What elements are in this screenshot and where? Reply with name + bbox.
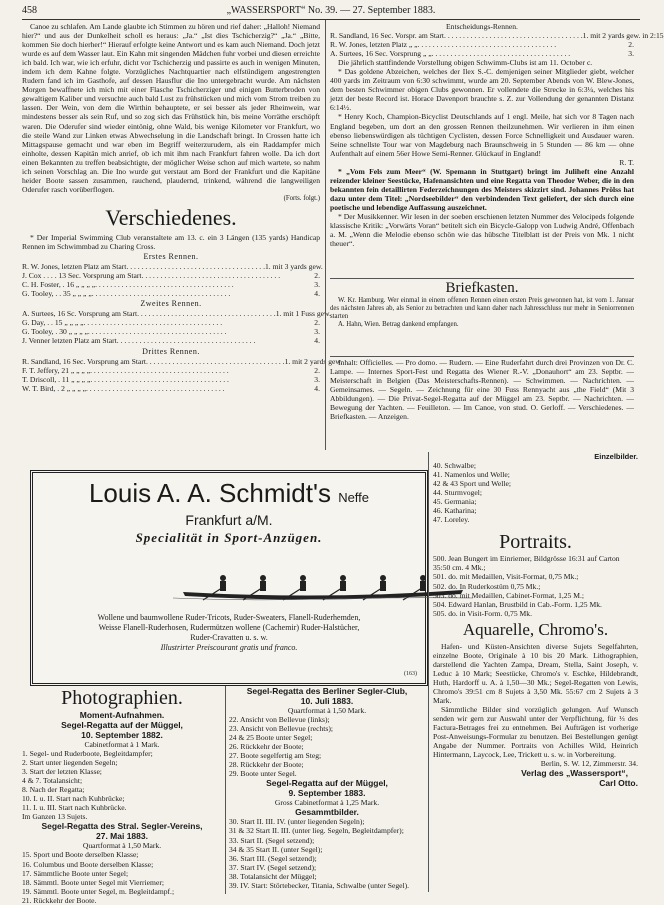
result-name: R. W. Jones, letzten Platz „ „ [330,40,418,50]
mueggel-gesammtbilder: Gesammtbilder. [295,807,359,818]
photo-regatta-1: Segel-Regatta auf der Müggel, [61,720,183,730]
continued-note: (Forts. folgt.) [283,194,320,202]
mueggel-regatta-list [229,817,425,889]
einzelbild-item: 44. Sturmvogel; [433,488,482,498]
portrait-item: 501. do. mit Medaillen, Visit-Format, 0,75 Mk.; [433,572,579,582]
race-result-row [22,375,320,384]
verschiedenes-title: Verschiedenes. [105,204,237,230]
photo-sub: Moment-Aufnahmen. [79,710,165,720]
photo-regatta-2-price: Quartformat à 1,50 Mark. [82,841,162,851]
photo-item: 2. Start unter liegenden Segeln; [22,758,118,768]
portrait-item: 504. Edward Hanlan, Brustbild in Cab.-Form. 1,25 Mk. [433,599,602,609]
feuilleton-text: Canoe zu schlafen. Am Lande glaubte ich Stimmen zu hören und rief daher: „Halloh! Niemand hier?“ und aus der Dunkelheit scholl es heraus: „Ja.“ „Ist dies Tschicherzig?“ „Ja.“ „Bitte, kommen Sie doch hierher!“ Hierauf erfolgte keine Antwort und es kam auch Niemand. Doch jetzt wurde es auf dem Wasser laut. Ein Kahn mit singenden Mädchen fuhr vorbei und diesen erreichte ich bald. Ich war, wie ich erfuhr, dicht vor Tschicherzig und passirte es auch in wenigen Minuten, indem ich dem Kahne folgte. Vorzügliches Nachtquartier nach elfstündigem angestrengten Rudern fand ich im Gasthofe, auf dessen Hausflur die Ino untergebracht wurde. Am nächsten Morgen bewaffnete ich mich mit einer Flasche Tschicherziger und einigen Butterbroden von gewaltigem Kaliber und versuchte auch bald Lust zu frühstücken und mich vom Strom treiben zu lassen. Der Wein, von dem die Wirthin behauptete, er sei besser als jeder Rheinwein, war mindestens besser als sein Ruf, und so zog sich das Frühstück hin, bis meine Vorräthe erschöpft waren. Die Oderufer sind wieder eintönig, ohne Wald, bis wenige Kilometer vor Frankfurt, wo die steile Wand zur Linken etwas Abwechselung in die Landschaft bringt. In Crossen hatte ich Mittagspause gemacht und war eben im Begriff weiterzurudern, als ein Raddampfer mich einholte, dessen Kapitän mich anrief, ob ich mit ihm nach Frankfurt fahren wolle. Da ich dort einen Bekannten zu treffen beabsichtigte, der möglicher Weise schon auf mich wartete, so nahm ich seinen Vorschlag an. Die Ino wurde gut verstaut am Bord der Frankfurt und die Kapitäne heider Boote sassen zusammen, rauchend, plaudernd, trinkend, während die langweiligen Oderufer rasch vorüberflogen. [22,22,320,194]
column-divider [225,686,226,894]
einzelbilder-list [433,461,638,524]
photo-item: 1. Segel- und Ruderboote, Begleitdampfer; [22,749,153,759]
photo-item: 27. Boote segelfertig am Steg; [229,751,322,761]
result-place: 2. [314,318,320,328]
result-place: 3. [314,280,320,290]
dot-leader [88,327,314,336]
result-place: 3. [628,49,634,59]
race-result-row [22,289,320,298]
race-heading: Zweites Rennen. [140,299,202,309]
photo-regatta-1-price: Cabinetformat à 1 Mark. [84,740,160,749]
news-para-1: Die jährlich stattfindende Vorstellung obigen Schwimm-Clubs ist am 11. October c. [338,58,593,68]
decider-result-row [330,31,664,41]
dot-leader [137,309,276,318]
photo-item: 37. Start IV. (Segel setzend); [229,862,317,872]
berlin-regatta-date: 10. Juli 1883. [300,696,354,706]
photo-item: 31 & 32 Start II. III. (unter lieg. Segeln, Begleitdampfer); [229,826,404,836]
result-place: 3. [314,327,320,337]
aquarelle-title: Aquarelle, Chromo's. [462,619,609,639]
result-name: R. Sandland, 16 Sec. Vorspr. am Start [330,31,445,41]
berlin-regatta-list [229,715,425,778]
page-title: „WASSERSPORT“ No. 39. — 27. September 1883. [226,5,436,16]
photo-item: 39. IV. Start: Störtebecker, Titania, Schwalbe (unter Segel). [229,880,410,890]
result-place: 1. mit 2 yards gew. in 2:15 [582,31,664,41]
right-lower-column [433,452,638,896]
inhalt-section [330,358,634,444]
result-name: A. Surtees, 16 Sc. Vorsprung am Start [22,309,138,319]
result-place: 1. mit 1 Fuss gew. [275,309,331,319]
photo-item: 3. Start der letzten Klasse; [22,767,102,777]
result-place: 2. [314,365,320,375]
mueggel-regatta-date: 9. September 1883. [288,788,366,799]
photo-item: 17. Sämmtliche Boote unter Segel; [22,868,129,878]
result-place: 4. [314,383,320,393]
portrait-item: 500. Jean Bungert im Einriemer, Bildgrösse 16:31 auf Carton 35:50 cm. 4 Mk.; [433,554,620,573]
address: Berlin, S. W. 12, Zimmerstr. 34. [540,759,638,769]
column-divider [428,452,429,892]
result-name: G. Tooley, . 30 „ „ „ „ [22,327,88,337]
dot-leader [92,289,315,298]
race-result-row [22,384,320,393]
ad-city: Frankfurt a/M. [185,512,273,528]
portrait-item: 502. do. In Ruderkostüm 0,75 Mk.; [433,581,541,591]
photo-item: 19. Sämmtl. Boote unter Segel, m. Begleitdampf.; [22,886,175,896]
race-result-row [22,280,320,289]
result-place: 1. mit 2 yards gew. [284,356,343,366]
decider-result-row [330,49,634,58]
photo-item: 29. Boote unter Segel. [229,769,297,779]
dot-leader [146,357,285,366]
result-name: W. T. Bird, . 2 „ „ „ „ [22,383,86,393]
photo-item: 26. Rückkehr der Boote; [229,742,304,752]
column-divider [325,20,326,450]
photo-item: 10. I. u. II. Start nach Kuhbrücke; [22,794,125,804]
result-place: 4. [314,289,320,299]
mueggel-regatta-title: Segel-Regatta auf der Müggel, [266,778,388,789]
einzelbild-item: 40. Schwalbe; [433,461,477,471]
news-para-2: * Das goldene Abzeichen, welches der Ilex S.-C. demjenigen seiner Mitglieder giebt, welcher 400 yards im Zeitraum von 6:30 schwimmt, wurde am 20. September Abends von W. Blew-Jones, dem besten Schwimmer obigen Clubs gewonnen. Er vollendete die Strecke in 6:3¼, welches his jetzt der beste Record ist. Horace Davenport brauchte s. Z. zur Vollendung der genannten Distanz 6:14½. [330,67,634,113]
race-result-row [22,318,320,327]
result-name: C. H. Foster, . 16 „ „ „ „ [22,280,96,290]
decider-result-row [330,40,634,49]
photo-item: 28. Rückkehr der Boote; [229,760,304,770]
ad-company-name: Louis A. A. Schmidt's [88,478,331,508]
photo-regatta-2-date: 27. Mai 1883. [96,831,148,842]
page-header [22,5,640,20]
briefkasten-entry-2: A. Hahn, Wien. Betrag dankend empfangen. [338,321,459,328]
race-result-row [22,356,343,366]
race-result-row [22,336,320,345]
result-name: T. Driscoll, . 11 „ „ „ „ [22,374,91,384]
dot-leader [90,375,314,384]
race-result-row [22,271,320,280]
entscheidungs-results [330,31,664,59]
race-result-row [22,309,331,319]
ad-slogan: Specialität in Sport-Anzügen. [135,530,323,545]
dot-leader [126,262,265,271]
result-place: 2. [314,271,320,281]
photo-item: 4 & 7. Totalansicht; [22,776,83,786]
photo-item: 8. Nach der Regatta; [22,785,85,795]
race-result-row [22,262,323,272]
dot-leader [432,49,629,58]
portraits-list [433,554,638,617]
dot-leader [86,384,314,393]
photo-item: 21. Rückkehr der Boote. [22,895,97,905]
dot-leader [84,318,315,327]
ad-line-2: Weisse Flanell-Ruderhosen, Rudermützen wollene (Cachemir) Ruder-Halstücher, [98,623,360,632]
right-column-top [330,22,664,274]
dot-leader [90,366,314,375]
photo-item: 23. Ansicht von Bellevue (rechts); [229,724,333,734]
result-name: G. Tooley, . . 35 „ „ „ „ [22,289,92,299]
page-number: 458 [22,5,37,16]
result-place: 2. [628,40,634,50]
berlin-regatta-price: Quartformat à 1,50 Mark. [287,706,367,715]
result-name: G. Day, . . 15 „ „ „ „ [22,318,84,328]
portraits-title: Portraits. [499,531,572,554]
race-heading: Erstes Rennen. [143,252,199,262]
photo-item: 33. Start II. (Segel setzend); [229,835,315,845]
ad-code: (163) [404,671,417,677]
photo-item: Im Ganzen 13 Sujets. [22,812,88,822]
dot-leader [418,40,629,49]
einzelbild-item: 42 & 43 Sport und Welle; [433,479,511,489]
news-para-3: * Henry Koch, Champion-Bicyclist Deutschlands auf 1 engl. Meile, hat sich vor 8 Tagen nach England begeben, um dort an den grossen Rennen theilzunehmen. Wir verlieren in ihm einen ebenso liebenswürdigen als tüchtigen Cyclisten, dessen Force Schnelligkeit und Ausdauer waren. Seine schnellste Tour war von Magdeburg nach Braunschweig in 5 Stunden — 86 km — ohne Aufenthalt auf einem 56er Howe Semi-Renner. Glückauf in England! [330,112,634,158]
photographien-title: Photographien. [61,687,183,709]
inhalt-text: Inhalt: Officielles. — Pro domo. — Rudern. — Eine Ruderfahrt durch drei Provinzen von Dr. C. Lampe. — Internes Sport-Fest und Regatta des Wiener R.-V. „Donauhort“ am 23. Septbr. — Meisterschaft in Belgien (Das Meisterschafts-Rennen). — Schwimmen. — Nachrichten. — Gemeinsames. — Segeln. — Zeichnung für eine 30 Fuss Rennyacht aus „the Field“ (Mit 3 Abbildungen). — Die Privat-Segel-Regatta auf der Müggel am 23. Septbr. — Nachrichten. — Bewegung der Yachten. — Feuilleton. — Im Canoe, von stud. O. Gerloff. — Verschiedenes. — Briefkasten. — Anzeigen. [330,358,634,422]
einzelbild-item: 41. Namenlos und Welle; [433,470,510,480]
result-name: F. T. Jeffery, 21 „ „ „ „ [22,365,91,375]
result-name: J. Venner letzten Platz am Start [22,336,117,346]
briefkasten-section [330,279,634,351]
race-result-row [22,366,320,375]
entscheidungs-heading: Entscheidungs-Rennen. [446,22,518,31]
photo-regatta-2: Segel-Regatta des Stral. Segler-Vereins, [41,821,203,832]
aquarelle-text-2: Sämmtliche Bilder sind vorzüglich gelungen. Auf Wunsch senden wir gern zur Auswahl unter der Verpflichtung, für ⅓ des Factura-Betrages frei zu entnehmen. Bei Aufträgen ist vorherige Post-Anweisungs-Formular zu benutzen. Bei Bestellungen genügt Angabe der Nummer. Portraits von Achilles Wild, Heinrich Hintermann, Laycock, Lee, Trickett u. s. w. in Vorbereitung. [433,705,638,760]
result-name: R. W. Jones, letzten Platz am Start [22,262,127,272]
aquarelle-text: Hafen- und Küsten-Ansichten diverse Sujets Segelfahrten, einzelne Boote, Originale à 10 bis 20 Mark. Lithographien, darstellend die Yachten Zampa, Dream, Stella, Saint Joseph, v. Leduc à 10 Mark; Seestücke, Chromo's v. Eschke, Hildebrandt, Huth, Hardorff u. A. à 1,50—30 Mk.; Segel-Regatten von Lewis, Chromo's 39:51 cm 8 Sujets à 3,50 Mk. 55:67 cm 2 Sujets à 3 Mark. [433,641,638,705]
photo-item: 18. Sämmtl. Boote unter Segel mit Vierriemer; [22,877,164,887]
portrait-item: 503. do. mit Medaillen, Cabinet-Format, 1,25 M.; [433,590,585,600]
einzelbild-item: 47. Loreley. [433,515,470,525]
berlin-column [229,686,425,896]
briefkasten-title: Briefkasten. [445,280,519,296]
result-place: 4. [314,336,320,346]
ad-line-4: Illustrirter Preiscourant gratis und franco. [160,643,298,652]
einzelbild-item: 45. Germania; [433,497,477,507]
result-name: R. Sandland, 16 Sec. Vorsprung am Start [22,356,146,366]
einzelbilder-title: Einzelbilder. [594,452,638,461]
result-place: 1. mit 3 yards gew. [265,262,323,272]
portrait-item: 505. do. in Visit-Form. 0,75 Mk. [433,608,532,618]
ad-body [33,613,425,653]
verlag: Verlag des „Wassersport“, [521,768,628,779]
photo-item: 36. Start III. (Segel setzend); [229,853,317,863]
photo-item: 11. I. u. III. Start nach Kuhbrücke. [22,803,127,813]
race-result-row [22,327,320,336]
ad-company [33,479,425,512]
verlag-owner: Carl Otto. [599,778,638,789]
mueggel-regatta-price: Gross Cabinetformat à 1,25 Mark. [274,798,380,808]
photo-item: 34 & 35 Start II. (unter Segel); [229,844,323,854]
news-para-5: * Der Musikkenner. Wir lesen in der soeben erschienen letzten Nummer des Velocipeds folgende klassische Kritik: „Vorwärts Voran“ betitelt sich ein Bicycle-Galopp von Ludwig André, Offenbach a. M. „Wenn die Melodie ebenso schön wie das hübsche Titelblatt ist der Preis von Mk. 1 nicht theuer“. [330,211,634,249]
photo-item: 38. Totalansicht der Müggel; [229,871,317,881]
result-name: J. Cox . . . . 13 Sec. Vorsprung am Start [22,271,142,281]
photo-item: 15. Sport und Boote derselben Klasse; [22,850,139,860]
result-name: A. Surtees, 16 Sec. Vorsprung „ „ [330,49,432,59]
ad-company-suffix: Neffe [338,490,370,505]
swim-intro: * Der Imperial Swimming Club veranstaltete am 13. c. ein 3 Längen (135 yards) Handicap Rennen im Schwimmbad zu Charing Cross. [22,232,320,251]
race-heading: Drittes Rennen. [142,346,200,356]
einzelbild-item: 46. Katharina; [433,506,477,516]
briefkasten-entry: W. Kr. Hamburg. Wer einmal in einem offenen Rennen einen ersten Preis gewonnen hat, ist vom 1. Januar des nächsten Jahres ab, als Senior zu betrachten und kann daher nach Jahresschluss nur mehr in Seniorrennen starten [330,297,634,320]
divider [330,356,634,357]
photo-item: 16. Columbus und Boote derselben Klasse; [22,859,154,869]
ad-line-1: Wollene und baumwollene Ruder-Tricots, Ruder-Sweaters, Flanell-Ruderhemden, [97,613,361,622]
left-column-top [22,22,343,393]
photographien-column [22,686,222,905]
dot-leader [117,336,315,345]
berlin-regatta-title: Segel-Regatta des Berliner Segler-Club, [246,686,408,696]
photo-regatta-2-list [22,850,222,904]
result-place: 3. [314,374,320,384]
photo-regatta-1-date: 10. September 1882. [81,730,163,740]
photo-item: 22. Ansicht von Bellevue (links); [229,715,330,725]
photo-item: 30. Start II. III. IV. (unter liegenden Segeln); [229,817,365,827]
photo-item: 24 & 25 Boote unter Segel; [229,733,313,743]
photo-regatta-1-list [22,749,222,821]
dot-leader [444,31,583,40]
ad-line-3: Ruder-Cravatten u. s. w. [190,633,268,642]
signature: R. T. [619,157,634,167]
news-para-4: * „Vom Fels zum Meer“ (W. Spemann in Stuttgart) bringt im Juliheft eine Anzahl reizender kleiner Seestücke, Hafenansichten und eine Regatta von Theodor Weber, die in den bekannten fein detaillirten Federzeichnungen des Meisters skizzirt sind. Johannes Prölss hat dazu unter dem Titel: „Nordseebilder“ den verbindenden Text geliefert, der sich durch eine poetische und lebendige Auffassung auszeichnet. [330,166,634,212]
dot-leader [142,271,315,280]
dot-leader [95,280,314,289]
schmidt-advertisement [30,470,428,686]
race-results [22,252,343,393]
